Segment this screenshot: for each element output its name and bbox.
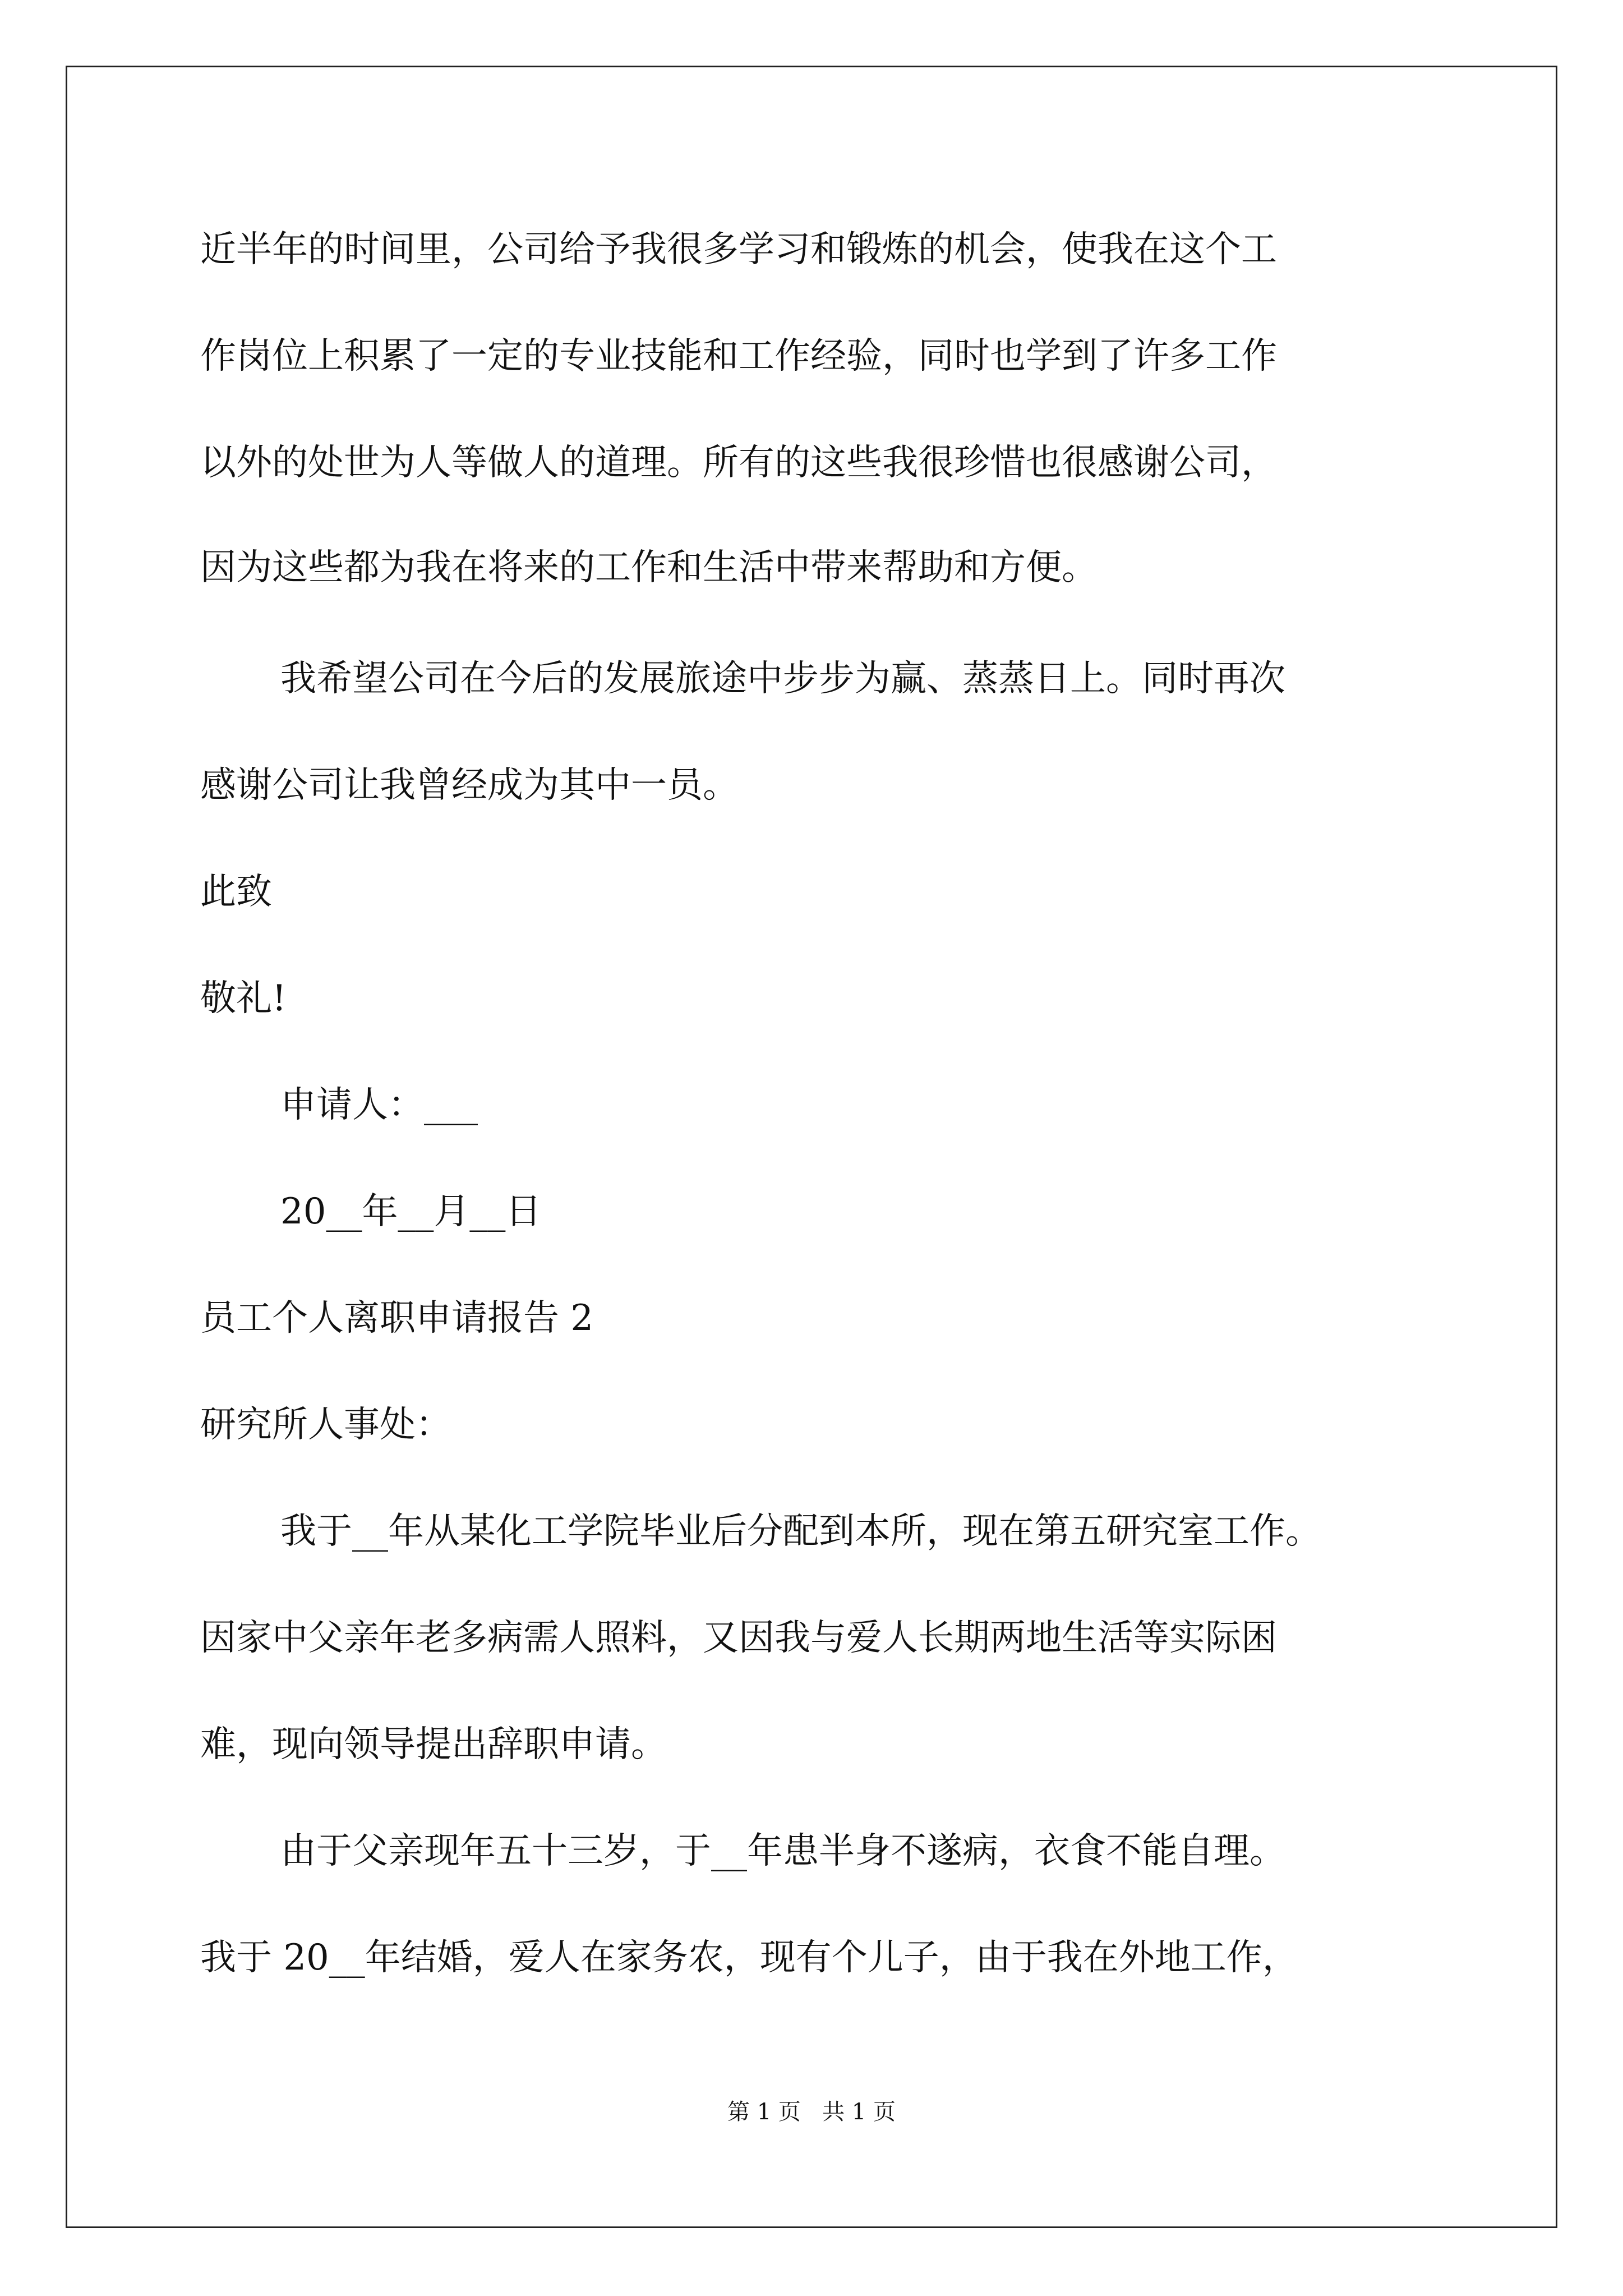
paragraph-line: 因家中父亲年老多病需人照料，又因我与爱人长期两地生活等实际困 bbox=[200, 1617, 1277, 1659]
closing-regards: 敬礼! bbox=[200, 978, 287, 1019]
page-footer: 第 1 页 共 1 页 bbox=[727, 2099, 896, 2125]
paragraph-line: 因为这些都为我在将来的工作和生活中带来帮助和方便。 bbox=[200, 547, 1098, 588]
signature-date: 20__年__月__日 bbox=[280, 1191, 542, 1232]
paragraph-line: 由于父亲现年五十三岁，于__年患半身不遂病，衣食不能自理。 bbox=[280, 1830, 1285, 1872]
page-border bbox=[66, 66, 1557, 2228]
paragraph-line: 近半年的时间里，公司给予我很多学习和锻炼的机会，使我在这个工 bbox=[200, 229, 1277, 270]
paragraph-line: 难，现向领导提出辞职申请。 bbox=[200, 1724, 667, 1765]
paragraph-line: 我于 20__年结婚，爱人在家务农，现有个儿子，由于我在外地工作， bbox=[200, 1937, 1298, 1978]
closing-salutation: 此致 bbox=[200, 871, 272, 913]
recipient-line: 研究所人事处： bbox=[200, 1404, 451, 1446]
paragraph-line: 以外的处世为人等做人的道理。所有的这些我很珍惜也很感谢公司， bbox=[200, 442, 1277, 484]
paragraph-line: 我于__年从某化工学院毕业后分配到本所，现在第五研究室工作。 bbox=[280, 1511, 1321, 1552]
paragraph-line: 我希望公司在今后的发展旅途中步步为赢、蒸蒸日上。同时再次 bbox=[280, 658, 1285, 700]
applicant-signature: 申请人：___ bbox=[280, 1084, 478, 1126]
paragraph-line: 作岗位上积累了一定的专业技能和工作经验，同时也学到了许多工作 bbox=[200, 335, 1277, 377]
section-title: 员工个人离职申请报告 2 bbox=[200, 1297, 594, 1339]
paragraph-line: 感谢公司让我曾经成为其中一员。 bbox=[200, 765, 739, 806]
